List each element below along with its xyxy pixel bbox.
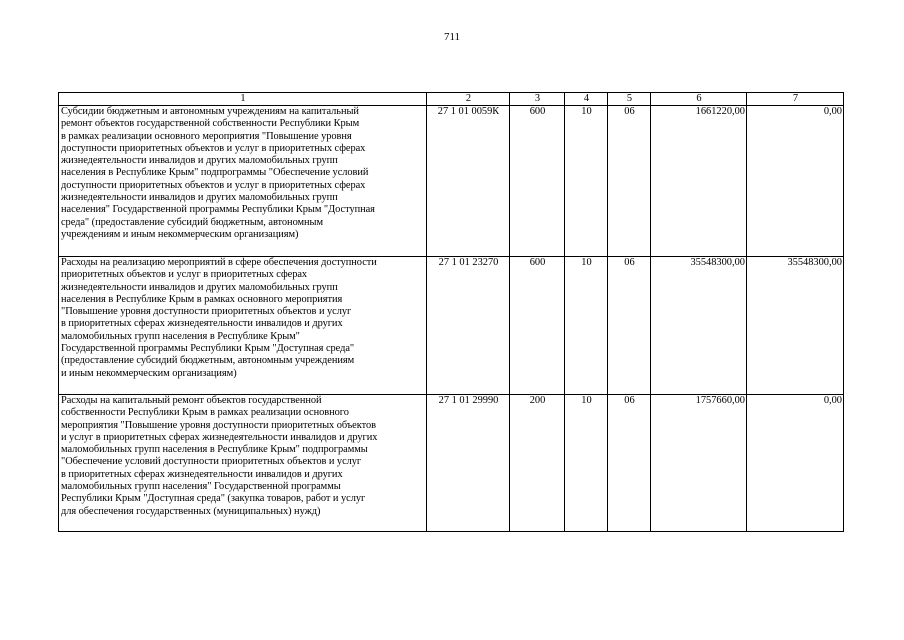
description-line: среда" (предоставление субсидий бюджетным, автономным — [61, 216, 324, 228]
description-line: маломобильных групп населения" Государственной программы — [61, 481, 341, 493]
row-code: 27 1 01 0059К — [427, 106, 510, 257]
description-line: Государственной программы Республики Крым "Доступная среда" — [61, 343, 355, 355]
row-col4: 10 — [565, 106, 608, 257]
row-description — [59, 257, 427, 395]
description-line: в рамках реализации основного мероприятия "Повышение уровня — [61, 130, 352, 142]
row-col3: 600 — [510, 106, 565, 257]
row-amount-col6: 1757660,00 — [651, 395, 747, 532]
header-cell-1: 1 — [59, 93, 427, 106]
description-line: населения в Республике Крым" подпрограммы "Обеспечение условий — [61, 167, 369, 179]
row-col4: 10 — [565, 257, 608, 395]
row-code: 27 1 01 23270 — [427, 257, 510, 395]
description-line: мероприятия "Повышение уровня доступности приоритетных объектов — [61, 419, 376, 431]
row-description — [59, 106, 427, 257]
description-line: в приоритетных сферах жизнедеятельности инвалидов и других — [61, 318, 343, 330]
row-col3: 600 — [510, 257, 565, 395]
description-line: и иным некоммерческим организациям) — [61, 367, 237, 379]
table-row — [59, 395, 844, 532]
row-description — [59, 395, 427, 532]
row-amount-col6: 35548300,00 — [651, 257, 747, 395]
description-line: ремонт объектов государственной собственности Республики Крым — [61, 118, 360, 130]
description-line: населения в Республике Крым в рамках основного мероприятия — [61, 293, 343, 305]
description-line: Расходы на реализацию мероприятий в сфере обеспечения доступности — [61, 257, 377, 268]
description-line: учреждениям и иным некоммерческим организациям) — [61, 228, 299, 240]
description-line: "Повышение уровня доступности приоритетных объектов и услуг — [61, 306, 352, 318]
header-cell-2: 2 — [427, 93, 510, 106]
description-line: приоритетных объектов и услуг в приоритетных сферах — [61, 269, 308, 281]
description-line: собственности Республики Крым в рамках реализации основного — [61, 407, 349, 419]
description-line: жизнедеятельности инвалидов и других маломобильных групп — [61, 155, 338, 167]
row-col3: 200 — [510, 395, 565, 532]
row-amount-col7: 0,00 — [747, 395, 844, 532]
row-col5: 06 — [608, 106, 651, 257]
header-cell-7: 7 — [747, 93, 844, 106]
row-code: 27 1 01 29990 — [427, 395, 510, 532]
description-line: "Обеспечение условий доступности приоритетных объектов и услуг — [61, 456, 362, 468]
description-line: маломобильных групп населения в Республике Крым" подпрограммы — [61, 444, 368, 456]
table-row — [59, 257, 844, 395]
description-line: населения" Государственной программы Республики Крым "Доступная — [61, 204, 375, 216]
row-amount-col6: 1661220,00 — [651, 106, 747, 257]
table-row — [59, 106, 844, 257]
row-amount-col7: 0,00 — [747, 106, 844, 257]
description-line: Республики Крым "Доступная среда" (закупка товаров, работ и услуг — [61, 493, 366, 505]
description-line: для обеспечения государственных (муниципальных) нужд) — [61, 505, 321, 517]
header-row — [59, 93, 844, 106]
description-line: жизнедеятельности инвалидов и других маломобильных групп — [61, 192, 338, 204]
row-col5: 06 — [608, 257, 651, 395]
description-line: жизнедеятельности инвалидов и других маломобильных групп — [61, 281, 338, 293]
description-line: в приоритетных сферах жизнедеятельности инвалидов и других — [61, 468, 343, 480]
row-amount-col7: 35548300,00 — [747, 257, 844, 395]
page-number: 711 — [443, 31, 461, 43]
description-line: маломобильных групп населения в Республике Крым" — [61, 330, 300, 342]
description-line: Субсидии бюджетным и автономным учреждениям на капитальный — [61, 106, 359, 117]
header-cell-5: 5 — [608, 93, 651, 106]
description-line: доступности приоритетных объектов и услуг в приоритетных сферах — [61, 179, 366, 191]
budget-table — [58, 92, 844, 532]
header-cell-4: 4 — [565, 93, 608, 106]
description-line: и услуг в приоритетных сферах жизнедеятельности инвалидов и других — [61, 431, 378, 443]
description-line: Расходы на капитальный ремонт объектов государственной — [61, 395, 322, 406]
header-cell-3: 3 — [510, 93, 565, 106]
header-cell-6: 6 — [651, 93, 747, 106]
description-line: доступности приоритетных объектов и услуг в приоритетных сферах — [61, 142, 366, 154]
row-col5: 06 — [608, 395, 651, 532]
description-line: (предоставление субсидий бюджетным, автономным учреждениям — [61, 355, 355, 367]
row-col4: 10 — [565, 395, 608, 532]
